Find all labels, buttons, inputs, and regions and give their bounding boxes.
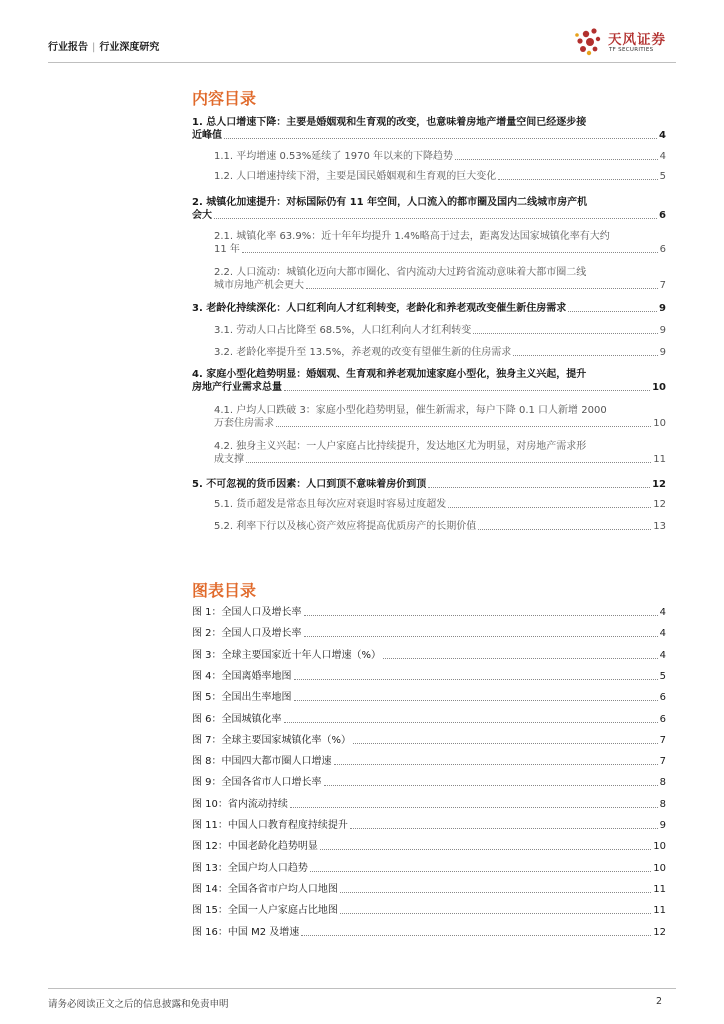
figure-entry-page: 6 <box>659 692 666 704</box>
figure-entry[interactable] <box>192 713 666 726</box>
footer-disclaimer: 请务必阅读正文之后的信息披露和免责申明 <box>48 999 229 1010</box>
figure-entry[interactable] <box>192 691 666 704</box>
toc-entry-text: 成支撑 <box>214 454 244 465</box>
figure-entry-page: 12 <box>653 926 666 938</box>
toc-entry-text: 2. 城镇化加速提升：对标国际仍有 11 年空间，人口流入的都市圈及国内二线城市房产机 <box>192 197 588 208</box>
dot-leader <box>294 700 658 701</box>
toc-entry[interactable] <box>192 346 666 359</box>
figure-entry-page: 10 <box>653 841 666 853</box>
figure-entry-page: 10 <box>653 862 666 874</box>
logo-subtitle: TF SECURITIES <box>609 47 654 53</box>
figure-entry-label: 图 8：中国四大都市圈人口增速 <box>192 756 332 768</box>
toc-entry-text: 3.2. 老龄化率提升至 13.5%，养老观的改变有望催生新的住房需求 <box>214 347 512 358</box>
figure-entry-page: 4 <box>659 607 666 618</box>
dot-leader <box>383 658 658 659</box>
toc-title: 内容目录 <box>192 89 257 108</box>
dot-leader <box>304 636 658 637</box>
figure-entry-page: 9 <box>659 820 666 831</box>
toc-entry-page: 4 <box>659 151 666 162</box>
figure-entry-label: 图 15：全国一人户家庭占比地图 <box>192 905 338 917</box>
dot-leader <box>214 218 657 219</box>
toc-entry-text: 2.1. 城镇化率 63.9%：近十年年均提升 1.4%略高于过去，距离发达国家城镇化率有大约 <box>214 231 610 242</box>
toc-entry-text: 5.2. 利率下行以及核心资产效应将提高优质房产的长期价值 <box>214 521 477 532</box>
toc-entry-text: 4. 家庭小型化趋势明显：婚姻观、生育观和养老观加速家庭小型化，独身主义兴起，提升 <box>192 369 587 380</box>
figure-entry[interactable] <box>192 734 666 747</box>
report-subtype: 行业深度研究 <box>99 42 160 53</box>
toc-entry[interactable] <box>192 196 666 222</box>
figure-entry[interactable] <box>192 862 666 875</box>
toc-entry-page: 10 <box>653 418 666 429</box>
toc-entry-text: 1.2. 人口增速持续下滑，主要是国民婚姻观和生育观的巨大变化 <box>214 171 497 182</box>
toc-entry-page: 11 <box>653 454 666 465</box>
dot-leader <box>334 764 658 765</box>
toc-entry-page: 6 <box>659 244 666 255</box>
toc-entry-text: 会大 <box>192 210 212 221</box>
dot-leader <box>246 462 651 463</box>
toc-entry-page: 9 <box>659 347 666 358</box>
toc-entry-page: 13 <box>653 521 666 532</box>
figure-entry[interactable] <box>192 649 666 662</box>
page-number: 2 <box>656 996 663 1007</box>
dot-leader <box>478 529 651 530</box>
toc-entry-text: 11 年 <box>214 244 240 255</box>
toc-entry-text: 3. 老龄化持续深化：人口红利向人才红利转变，老龄化和养老观改变催生新住房需求 <box>192 303 567 314</box>
footer-divider <box>48 988 676 989</box>
dot-leader <box>324 785 658 786</box>
dot-leader <box>353 743 658 744</box>
toc-entry-text: 城市房地产机会更大 <box>214 280 304 291</box>
report-type: 行业报告 <box>48 42 88 53</box>
toc-entry-page: 10 <box>652 382 666 393</box>
toc-entry-page: 5 <box>659 171 666 182</box>
toc-entry[interactable] <box>192 116 666 142</box>
figure-entry[interactable] <box>192 840 666 853</box>
figure-entry-page: 5 <box>659 670 666 682</box>
figure-entry-page: 8 <box>659 798 666 810</box>
dot-leader <box>276 426 651 427</box>
figure-entry[interactable] <box>192 798 666 811</box>
figure-entry-label: 图 3：全球主要国家近十年人口增速（%） <box>192 649 382 661</box>
dot-leader <box>428 487 650 488</box>
toc-entry-text: 2.2. 人口流动：城镇化迈向大都市圈化、省内流动大过跨省流动意味着大都市圈二线 <box>214 267 587 278</box>
toc-entry-text: 近峰值 <box>192 130 222 141</box>
toc-entry-page: 9 <box>659 303 666 314</box>
figure-entry-label: 图 13：全国户均人口趋势 <box>192 862 308 874</box>
toc-entry[interactable] <box>192 150 666 163</box>
figure-entry-label: 图 14：全国各省市户均人口地图 <box>192 883 338 895</box>
toc-entry-text: 5. 不可忽视的货币因素：人口到顶不意味着房价到顶 <box>192 479 427 490</box>
toc-entry[interactable] <box>192 368 666 394</box>
figure-entry-label: 图 1：全国人口及增长率 <box>192 607 302 618</box>
dot-leader <box>473 333 657 334</box>
toc-entry[interactable] <box>192 520 666 533</box>
toc-entry[interactable] <box>192 170 666 183</box>
dot-leader <box>224 138 657 139</box>
figure-entry-page: 11 <box>653 905 666 917</box>
figures-title: 图表目录 <box>192 581 257 600</box>
dot-leader <box>290 807 658 808</box>
dot-leader <box>513 355 657 356</box>
figure-entry[interactable] <box>192 606 666 619</box>
toc-entry-text: 万套住房需求 <box>214 418 274 429</box>
figure-entry[interactable] <box>192 755 666 768</box>
toc-entry-text: 1.1. 平均增速 0.53%延续了 1970 年以来的下降趋势 <box>214 151 454 162</box>
toc-entry-text: 5.1. 货币超发是常态且每次应对衰退时容易过度超发 <box>214 499 447 510</box>
toc-entry-page: 12 <box>652 479 666 490</box>
dot-leader <box>306 288 658 289</box>
figure-entry[interactable] <box>192 627 666 640</box>
figure-entry-label: 图 12：中国老龄化趋势明显 <box>192 841 318 853</box>
dot-leader <box>242 252 658 253</box>
page-header <box>48 38 159 53</box>
toc-entry[interactable] <box>192 478 666 491</box>
figure-entry-label: 图 5：全国出生率地图 <box>192 692 292 704</box>
header-separator: | <box>92 42 96 53</box>
toc-entry-text: 房地产行业需求总量 <box>192 382 282 393</box>
dot-leader <box>304 615 658 616</box>
dot-leader <box>294 679 658 680</box>
toc-entry-text: 3.1. 劳动人口占比降至 68.5%，人口红利向人才红利转变 <box>214 325 472 336</box>
toc-entry[interactable] <box>192 302 666 315</box>
dot-leader <box>310 871 651 872</box>
figure-entry-label: 图 2：全国人口及增长率 <box>192 628 302 640</box>
figure-entry-label: 图 7：全球主要国家城镇化率（%） <box>192 734 352 746</box>
toc-entry[interactable] <box>192 498 666 511</box>
toc-entry-text: 4.1. 户均人口跌破 3：家庭小型化趋势明显，催生新需求，每户下降 0.1 口人新增 2000 <box>214 405 607 416</box>
toc-entry-text: 1. 总人口增速下降：主要是婚姻观和生育观的改变，也意味着房地产增量空间已经逐步接 <box>192 117 587 128</box>
dot-leader <box>340 892 651 893</box>
toc-entry[interactable] <box>192 324 666 337</box>
figure-entry[interactable] <box>192 904 666 917</box>
toc-entry-page: 7 <box>659 280 666 291</box>
dot-leader <box>498 179 657 180</box>
figure-entry-page: 7 <box>659 734 666 746</box>
dot-leader <box>284 390 650 391</box>
dot-leader <box>301 935 651 936</box>
toc-entry-page: 12 <box>653 499 666 510</box>
figure-entry[interactable] <box>192 670 666 683</box>
logo-name: 天风证券 <box>608 32 666 48</box>
toc-entry-page: 4 <box>659 130 666 141</box>
figure-entry[interactable] <box>192 883 666 896</box>
figure-entry-label: 图 11：中国人口教育程度持续提升 <box>192 820 348 831</box>
figure-entry-label: 图 9：全国各省市人口增长率 <box>192 777 322 789</box>
toc-entry-page: 6 <box>659 210 666 221</box>
figure-entry-label: 图 6：全国城镇化率 <box>192 713 282 725</box>
figure-entry-page: 11 <box>653 883 666 895</box>
figure-entry-page: 4 <box>659 628 666 640</box>
toc-entry[interactable] <box>192 404 666 430</box>
figure-entry[interactable] <box>192 926 666 939</box>
dot-leader <box>320 849 651 850</box>
figure-entry[interactable] <box>192 819 666 832</box>
toc-entry[interactable] <box>192 266 666 292</box>
figure-entry-label: 图 4：全国离婚率地图 <box>192 670 292 682</box>
toc-entry[interactable] <box>192 440 666 466</box>
header-divider <box>48 62 676 63</box>
toc-entry-text: 4.2. 独身主义兴起：一人户家庭占比持续提升，发达地区尤为明显，对房地产需求形 <box>214 441 587 452</box>
dot-leader <box>340 913 651 914</box>
figure-entry-page: 6 <box>659 713 666 725</box>
figure-entry-page: 7 <box>659 756 666 768</box>
dot-leader <box>350 828 658 829</box>
figure-entry-page: 8 <box>659 777 666 789</box>
toc-entry-page: 9 <box>659 325 666 336</box>
dot-leader <box>448 507 651 508</box>
figure-entry-label: 图 16：中国 M2 及增速 <box>192 926 300 938</box>
figure-entry[interactable] <box>192 776 666 789</box>
dot-leader <box>455 159 658 160</box>
figure-entry-page: 4 <box>659 649 666 661</box>
figure-entry-label: 图 10：省内流动持续 <box>192 798 288 810</box>
dot-leader <box>284 722 658 723</box>
toc-entry[interactable] <box>192 230 666 256</box>
dot-leader <box>568 311 657 312</box>
